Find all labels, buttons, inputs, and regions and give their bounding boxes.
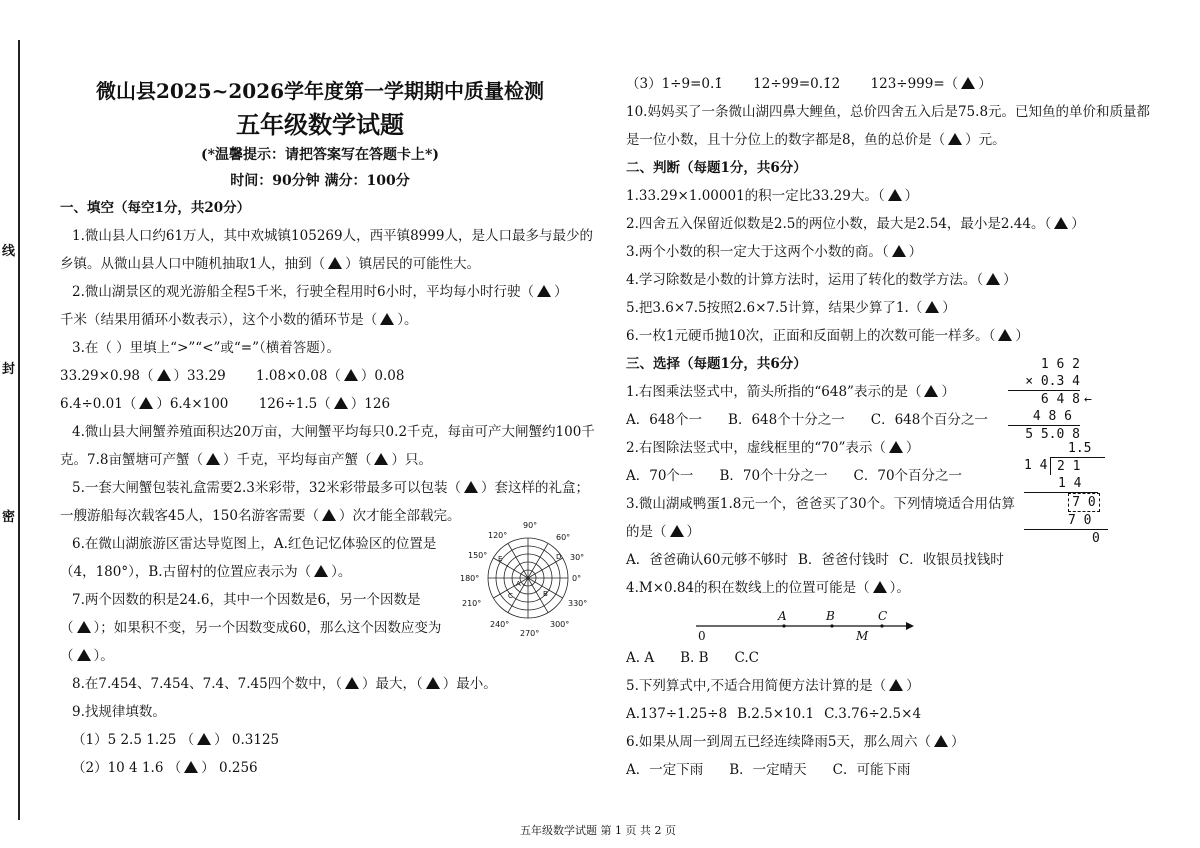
margin-char-xian: 线 — [2, 244, 16, 259]
answer-triangle-icon — [374, 453, 388, 465]
answer-tip: (*温馨提示：请把答案写在答题卡上*) — [201, 147, 439, 163]
answer-triangle-icon — [322, 509, 336, 521]
answer-triangle-icon — [925, 301, 939, 313]
judge-2: 2.四舍五入保留近似数是2.5的两位小数，最大是2.54，最小是2.44。（ ） — [626, 216, 1085, 232]
section-choice: 三、选择（每题1分，共6分） — [626, 356, 807, 372]
answer-triangle-icon — [873, 581, 887, 593]
q3-line: 3.在（ ）里填上“>”“<”或“=”（横着答题）。 — [72, 340, 341, 356]
right-column — [626, 70, 1166, 784]
angle-label: 270° — [520, 629, 540, 638]
answer-triangle-icon — [314, 565, 328, 577]
answer-triangle-icon — [77, 621, 91, 633]
number-line — [692, 604, 922, 644]
choice-5: 5.下列算式中,不适合用简便方法计算的是（ ） — [626, 678, 920, 694]
choice-6: 6.如果从周一到周五已经连续降雨5天，那么周六（ ） — [626, 734, 965, 750]
mul-row: 4 8 6 — [1008, 408, 1080, 426]
choice-4-options: A. A B. B C.C — [626, 650, 759, 666]
choice-2: 2.右图除法竖式中，虚线框里的“70”表示（ ） — [626, 440, 920, 456]
q9-row2: （2）10 4 1.6 （ ） 0.256 — [72, 760, 258, 776]
answer-triangle-icon — [197, 733, 211, 745]
zero-label: 0 — [698, 629, 706, 643]
judge-5: 5.把3.6×7.5按照2.6×7.5计算，结果少算了1.（ ） — [626, 300, 956, 316]
q9-line: 9.找规律填数。 — [72, 704, 166, 720]
judge-4: 4.学习除数是小数的计算方法时，运用了转化的数学方法。（ ） — [626, 272, 1017, 288]
angle-label: 30° — [570, 553, 585, 562]
div-header: 1 4 2 1 — [1024, 457, 1108, 475]
judge-1: 1.33.29×1.00001的积一定比33.29大。（ ） — [626, 188, 919, 204]
answer-triangle-icon — [334, 397, 348, 409]
q9-row3: （3）1÷9=0.1̇ 12÷99=0.1̇2̇ 123÷999=（ ） — [626, 76, 992, 92]
mul-row: 1 6 2 — [1040, 357, 1080, 372]
answer-triangle-icon — [986, 273, 1000, 285]
q7-line2: （ ）；如果积不变，另一个因数变成60，那么这个因数应变为 — [60, 620, 442, 636]
answer-triangle-icon — [961, 77, 975, 89]
div-quotient: 1.5 — [1068, 441, 1092, 456]
choice-3-line1: 3.微山湖咸鸭蛋1.8元一个，爸爸买了30个。下列情境适合用估算 — [626, 496, 1016, 512]
q3-row1: 33.29×0.98（ ）33.29 1.08×0.08（ ）0.08 — [60, 368, 405, 384]
angle-label: 90° — [523, 521, 538, 530]
angle-label: 60° — [556, 533, 571, 542]
answer-triangle-icon — [934, 735, 948, 747]
choice-1-options: A．648个一 B．648个十分之一 C．648个百分之一 — [626, 412, 988, 428]
point-m-label: M — [856, 629, 869, 643]
judge-6: 6.一枚1元硬币抛10次，正面和反面朝上的次数可能一样多。（ ） — [626, 328, 1029, 344]
angle-label: 120° — [488, 531, 508, 540]
point-label: B — [543, 590, 548, 598]
choice-4: 4.M×0.84的积在数线上的位置可能是（ ）。 — [626, 580, 910, 596]
vertical-multiplication — [1008, 356, 1092, 443]
answer-triangle-icon — [889, 441, 903, 453]
choice-5-options: A.137÷1.25÷8 B.2.5×10.1 C.3.76÷2.5×4 — [626, 706, 922, 722]
q4-line2: 克。7.8亩蟹塘可产蟹（ ）千克，平均每亩产蟹（ ）只。 — [60, 452, 432, 468]
answer-triangle-icon — [924, 385, 938, 397]
answer-triangle-icon — [464, 481, 478, 493]
exam-subtitle: 五年级数学试题 — [236, 110, 404, 139]
point-c-label: C — [878, 609, 888, 623]
section-fill-blank: 一、填空（每空1分，共20分） — [60, 200, 251, 216]
answer-triangle-icon — [139, 397, 153, 409]
point-b-label: B — [826, 609, 835, 623]
exam-title: 微山县2025~2026学年度第一学期期中质量检测 — [95, 79, 545, 103]
answer-triangle-icon — [206, 453, 220, 465]
q1-line1: 1.微山县人口约61万人，其中欢城镇105269人，西平镇8999人，是人口最多与最少的 — [72, 228, 593, 244]
point-label: C — [508, 592, 513, 600]
judge-3: 3.两个小数的积一定大于这两个小数的商。（ ） — [626, 244, 923, 260]
choice-6-options: A．一定下雨 B．一定晴天 C．可能下雨 — [626, 762, 911, 778]
left-column — [60, 74, 595, 782]
q3-row2: 6.4÷0.01（ ）6.4×100 126÷1.5（ ）126 — [60, 396, 391, 412]
mul-row: × 0.3 4 — [1008, 373, 1080, 391]
angle-label: 210° — [462, 599, 482, 608]
answer-triangle-icon — [344, 369, 358, 381]
point-label: E — [498, 555, 503, 563]
angle-label: 240° — [490, 620, 510, 629]
angle-label: 180° — [460, 574, 480, 583]
q8-line: 8.在7.454、7.4̇54̇、7.4̇、7.4̇5̇四个数中，（ ）最大，（ ）最小。 — [72, 676, 497, 692]
angle-label: 300° — [550, 620, 570, 629]
div-dashed-box: 7 0 — [1068, 493, 1100, 512]
q6-line2: （4，180°），B.古留村的位置应表示为（ ）。 — [60, 564, 352, 580]
point-a-label: A — [778, 609, 787, 623]
page-footer: 五年级数学试题 第 1 页 共 2 页 — [520, 824, 676, 837]
answer-triangle-icon — [426, 677, 440, 689]
q5-line2: 一艘游船每次载客45人，150名游客需要（ ）次才能全部载完。 — [60, 508, 461, 524]
answer-triangle-icon — [345, 677, 359, 689]
q2-line2: 千米（结果用循环小数表示），这个小数的循环节是（ ）。 — [60, 312, 418, 328]
choice-3-options: A．爸爸确认60元够不够时 B．爸爸付钱时 C．收银员找钱时 — [626, 552, 1004, 568]
mul-row: 5 5.0 8 — [1025, 427, 1080, 442]
binding-margin-line — [18, 40, 20, 820]
margin-char-feng: 封 — [2, 362, 16, 377]
vertical-division — [1024, 440, 1108, 547]
q10-line1: 10.妈妈买了一条微山湖四鼻大鲤鱼，总价四舍五入后是75.8元。已知鱼的单价和质量都 — [626, 104, 1151, 120]
time-score: 时间：90分钟 满分：100分 — [230, 173, 410, 189]
answer-triangle-icon — [998, 329, 1012, 341]
q2-line1: 2.微山湖景区的观光游船全程5千米，行驶全程用时6小时，平均每小时行驶（ ） — [72, 284, 568, 300]
answer-triangle-icon — [380, 313, 394, 325]
answer-triangle-icon — [77, 649, 91, 661]
q5-line1: 5.一套大闸蟹包装礼盒需要2.3米彩带，32米彩带最多可以包装（ ）套这样的礼盒； — [72, 480, 590, 496]
section-judgement: 二、判断（每题1分，共6分） — [626, 160, 807, 176]
q10-line2: 是一位小数，且十分位上的数字都是8，鱼的总价是（ ）元。 — [626, 132, 1006, 148]
div-row: 1 4 — [1024, 475, 1098, 493]
answer-triangle-icon — [537, 285, 551, 297]
margin-char-mi: 密 — [2, 510, 16, 525]
answer-triangle-icon — [948, 133, 962, 145]
div-row: 7 0 — [1024, 512, 1108, 530]
div-row: 0 — [1092, 531, 1100, 546]
point-label: A — [516, 580, 521, 588]
angle-label: 330° — [568, 599, 588, 608]
answer-triangle-icon — [888, 189, 902, 201]
q6-line1: 6.在微山湖旅游区雷达导览图上，A.红色记忆体验区的位置是 — [72, 536, 437, 552]
q7-line3: （ ）。 — [60, 648, 114, 664]
q7-line1: 7.两个因数的积是24.6，其中一个因数是6，另一个因数是 — [72, 592, 421, 608]
q1-line2: 乡镇。从微山县人口中随机抽取1人，抽到（ ）镇居民的可能性大。 — [60, 256, 481, 272]
q4-line1: 4.微山县大闸蟹养殖面积达20万亩，大闸蟹平均每只0.2千克，每亩可产大闸蟹约100千 — [72, 424, 595, 440]
point-label: D — [556, 553, 562, 561]
answer-triangle-icon — [892, 245, 906, 257]
answer-triangle-icon — [157, 369, 171, 381]
q9-row1: （1）5 2.5 1.25 （ ） 0.3125 — [72, 732, 280, 748]
answer-triangle-icon — [1054, 217, 1068, 229]
choice-2-options: A．70个一 B．70个十分之一 C．70个百分之一 — [626, 468, 963, 484]
arrow-left-icon: ← — [1084, 392, 1092, 407]
answer-triangle-icon — [184, 761, 198, 773]
answer-triangle-icon — [670, 525, 684, 537]
angle-label: 0° — [572, 574, 582, 583]
answer-triangle-icon — [889, 679, 903, 691]
radar-diagram — [458, 516, 598, 638]
answer-triangle-icon — [328, 257, 342, 269]
angle-label: 150° — [468, 551, 488, 560]
mul-row: 6 4 8 ← — [1040, 392, 1092, 407]
choice-3-line2: 的是（ ） — [626, 524, 700, 540]
choice-1: 1.右图乘法竖式中，箭头所指的“648”表示的是（ ） — [626, 384, 955, 400]
